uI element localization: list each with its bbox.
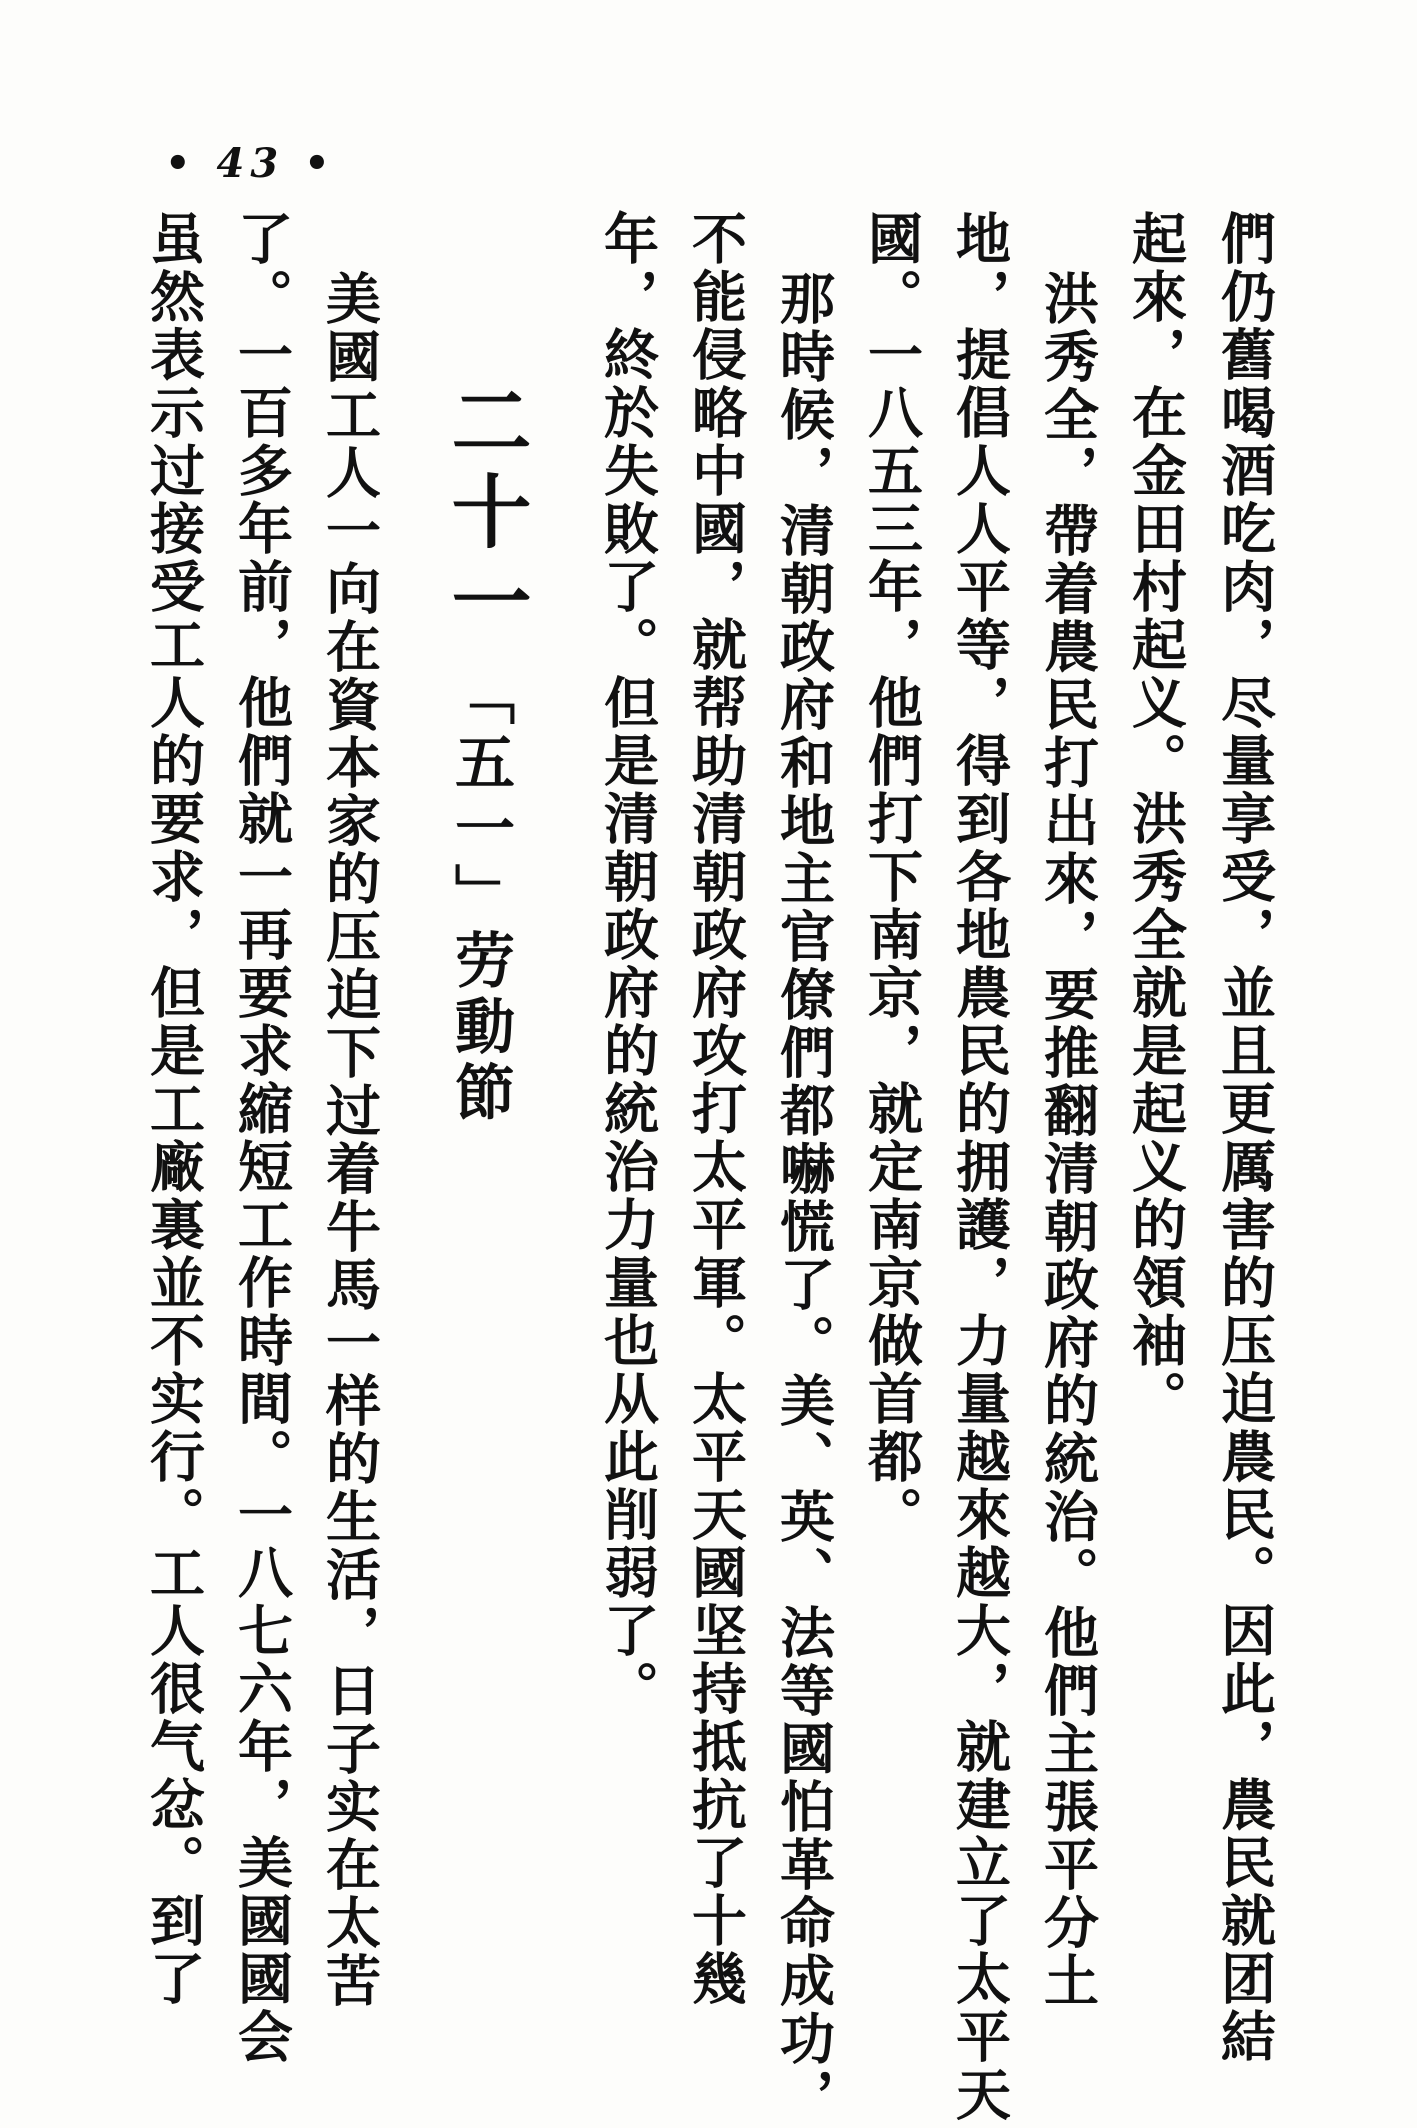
text-column: 了。一百多年前，他們就一再要求縮短工作時間。一八七六年，美國國会 bbox=[229, 210, 294, 2066]
text-column: 不能侵略中國，就帮助清朝政府攻打太平軍。太平天國坚持抵抗了十幾 bbox=[683, 210, 748, 2008]
text-column: 國。一八五三年，他們打下南京，就定南京做首都。 bbox=[859, 210, 924, 1544]
text-column: 年，終於失敗了。但是清朝政府的統治力量也从此削弱了。 bbox=[595, 210, 660, 1718]
text-column: 美國工人一向在資本家的压迫下过着牛馬一样的生活，日子实在太苦 bbox=[317, 270, 382, 2010]
text-column: 洪秀全，帶着農民打出來，要推翻清朝政府的統治。他們主張平分土 bbox=[1035, 270, 1100, 2010]
page-number: • 43 • bbox=[165, 140, 336, 187]
section-title: 「五一」劳動節 bbox=[445, 665, 515, 1127]
text-column: 那時候，清朝政府和地主官僚們都嚇慌了。美、英、法等國怕革命成功， bbox=[771, 270, 836, 2126]
text-column: 地，提倡人人平等，得到各地農民的拥護，力量越來越大，就建立了太平天 bbox=[947, 210, 1012, 2124]
text-column: 虽然表示过接受工人的要求，但是工廠裏並不实行。工人很气忿。到了 bbox=[141, 210, 206, 2008]
text-column: 起來，在金田村起义。洪秀全就是起义的領袖。 bbox=[1123, 210, 1188, 1428]
text-column: 們仍舊喝酒吃肉，尽量享受，並且更厲害的压迫農民。因此，農民就团結 bbox=[1212, 210, 1277, 2066]
section-number: 二十一 bbox=[438, 380, 532, 650]
